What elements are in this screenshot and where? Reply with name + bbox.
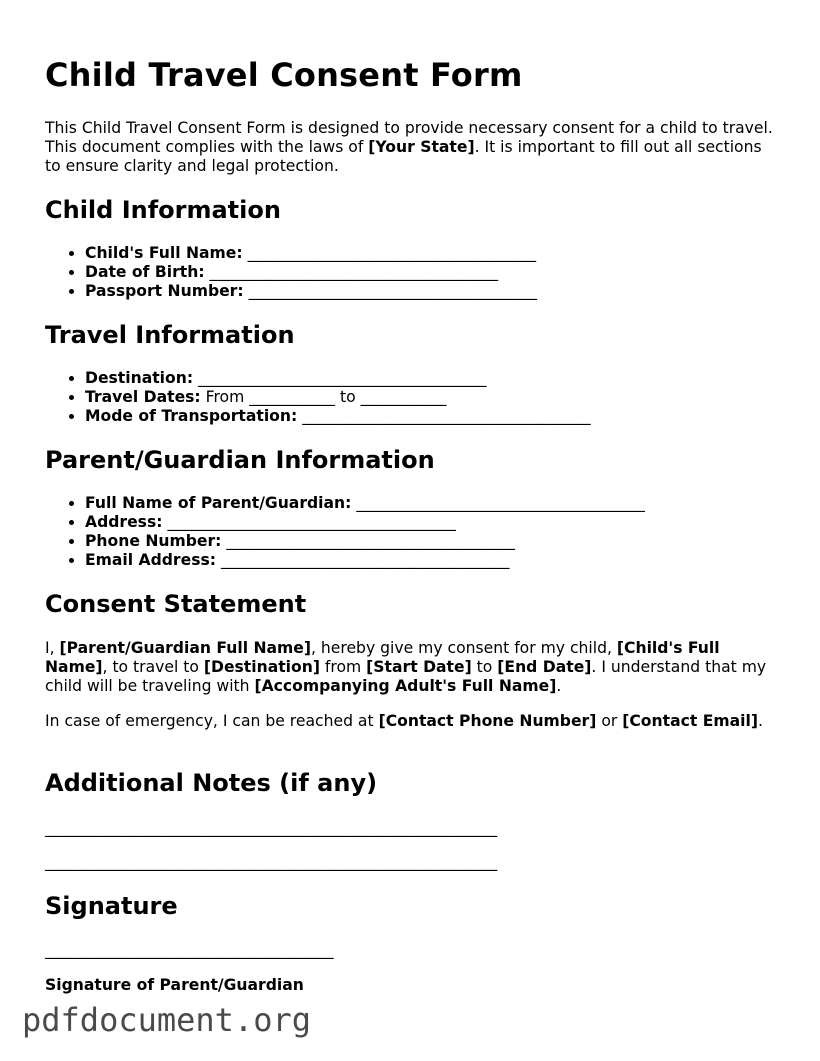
- page-title: Child Travel Consent Form: [45, 56, 523, 94]
- address-field[interactable]: _____________________________________: [167, 513, 456, 531]
- signature-heading: Signature: [45, 892, 178, 920]
- parent-guardian-information-list: [45, 494, 645, 570]
- additional-notes-heading: Additional Notes (if any): [45, 769, 378, 797]
- consent-statement-heading: Consent Statement: [45, 590, 307, 618]
- passport-number-field[interactable]: _____________________________________: [248, 282, 538, 300]
- travel-date-from-field[interactable]: ___________: [249, 388, 336, 406]
- childs-full-name-field[interactable]: _____________________________________: [247, 244, 537, 262]
- notes-line-2[interactable]: __________________________________________________________: [45, 853, 498, 871]
- consent-paragraph: I, [Parent/Guardian Full Name], hereby give my consent for my child, [Child's Full Name], to travel to [Destination] from [Start Date] to [End Date]. I understand that my child will be traveling with [Accompanying Adult's Full Name].: [45, 639, 767, 695]
- intro-paragraph: This Child Travel Consent Form is designed to provide necessary consent for a child to travel. This document complies with the laws of [Your State]. It is important to fill out all sections to ensure clarity and legal protection.: [45, 119, 773, 175]
- signature-label: Signature of Parent/Guardian: [45, 976, 304, 994]
- list-item: • Child's Full Name: _____________________________________: [85, 244, 537, 263]
- email-address-field[interactable]: _____________________________________: [220, 551, 510, 569]
- destination-field[interactable]: _____________________________________: [198, 369, 487, 387]
- mode-of-transportation-field[interactable]: _____________________________________: [302, 407, 591, 425]
- list-item: • Mode of Transportation: _____________________________________: [85, 407, 591, 426]
- list-item: • Full Name of Parent/Guardian: _____________________________________: [85, 494, 645, 513]
- travel-date-to-field[interactable]: ___________: [360, 388, 447, 406]
- list-item: • Passport Number: _____________________________________: [85, 282, 537, 301]
- list-item: • Date of Birth: _____________________________________: [85, 263, 537, 282]
- child-information-list: [45, 244, 537, 301]
- parent-full-name-field[interactable]: _____________________________________: [356, 494, 645, 512]
- watermark: pdfdocument.org: [22, 1001, 311, 1039]
- state-placeholder: [Your State]: [368, 138, 475, 156]
- notes-line-1[interactable]: __________________________________________________________: [45, 819, 498, 837]
- child-information-heading: Child Information: [45, 196, 281, 224]
- list-item: • Email Address: _____________________________________: [85, 551, 645, 570]
- date-of-birth-field[interactable]: _____________________________________: [209, 263, 499, 281]
- list-item: • Travel Dates: From ___________ to ___________: [85, 388, 591, 407]
- emergency-contact-paragraph: In case of emergency, I can be reached at [Contact Phone Number] or [Contact Email].: [45, 712, 763, 730]
- travel-information-list: [45, 369, 591, 426]
- parent-guardian-information-heading: Parent/Guardian Information: [45, 446, 435, 474]
- phone-number-field[interactable]: _____________________________________: [226, 532, 515, 550]
- signature-line[interactable]: _____________________________________: [45, 941, 334, 959]
- travel-information-heading: Travel Information: [45, 321, 295, 349]
- list-item: • Address: _____________________________________: [85, 513, 645, 532]
- list-item: • Phone Number: _____________________________________: [85, 532, 645, 551]
- list-item: • Destination: _____________________________________: [85, 369, 591, 388]
